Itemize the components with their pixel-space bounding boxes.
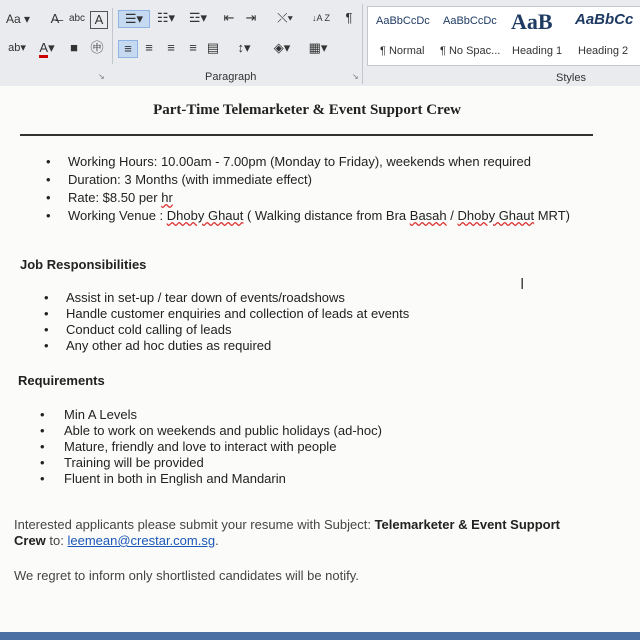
bullet: •: [46, 208, 51, 223]
align-center-button[interactable]: ≡: [145, 40, 153, 55]
list-item: Assist in set-up / tear down of events/roadshows: [66, 290, 345, 305]
style-name: Heading 1: [512, 45, 563, 57]
style-name: Heading 2: [578, 45, 629, 57]
numbering-button[interactable]: ☷▾: [156, 10, 176, 25]
list-item: Handle customer enquiries and collection of leads at events: [66, 306, 410, 321]
bullet: •: [46, 154, 51, 169]
bullet: •: [44, 290, 49, 305]
list-item: Training will be provided: [64, 455, 204, 470]
detail-rate: Rate: $8.50 per hr: [68, 190, 173, 205]
show-formatting-marks-icon[interactable]: ¶: [345, 10, 353, 25]
style-preview: AaBbCc: [575, 11, 634, 28]
list-item: Able to work on weekends and public holidays (ad-hoc): [64, 423, 382, 438]
style-name: ¶ Normal: [380, 45, 425, 57]
list-item: Conduct cold calling of leads: [66, 322, 232, 337]
styles-gallery: [367, 6, 640, 66]
email-link[interactable]: leemean@crestar.com.sg: [67, 533, 216, 548]
font-dialog-launcher-icon[interactable]: ↘: [98, 72, 105, 81]
style-preview: AaBbCcDc: [376, 15, 430, 27]
multilevel-list-button[interactable]: ☲▾: [188, 10, 208, 25]
bullet: •: [40, 455, 45, 470]
borders-icon[interactable]: ▦▾: [308, 40, 328, 55]
bullet: •: [40, 423, 45, 438]
character-border-icon[interactable]: A: [90, 11, 108, 29]
align-right-button[interactable]: ≡: [167, 40, 175, 55]
bullet: •: [40, 407, 45, 422]
paragraph-group-label: Paragraph: [205, 71, 257, 83]
phonetic-guide-icon[interactable]: abc: [68, 13, 86, 24]
ribbon-toolbar: [0, 0, 640, 87]
bullet: •: [44, 306, 49, 321]
shading-icon[interactable]: ◈▾: [273, 40, 291, 55]
justify-button[interactable]: ≡: [189, 40, 197, 55]
sort-icon[interactable]: ↓A Z: [311, 13, 330, 23]
decrease-indent-icon[interactable]: ⇤: [223, 10, 235, 25]
document-title: Part-Time Telemarketer & Event Support Crew: [153, 102, 461, 118]
bullet: •: [44, 338, 49, 353]
increase-indent-icon[interactable]: ⇥: [245, 10, 257, 25]
asian-layout-icon[interactable]: ⤬▾: [277, 10, 293, 25]
line-spacing-icon[interactable]: ↕▾: [237, 40, 251, 55]
align-left-button[interactable]: ≡: [118, 40, 138, 58]
bullet: •: [46, 190, 51, 205]
style-name: ¶ No Spac...: [440, 45, 501, 57]
bullet: •: [46, 172, 51, 187]
paragraph-dialog-launcher-icon[interactable]: ↘: [352, 72, 359, 81]
text-cursor-icon: I: [520, 276, 525, 293]
requirements-heading: Requirements: [18, 373, 105, 388]
detail-duration: Duration: 3 Months (with immediate effect): [68, 172, 312, 187]
enclose-characters-icon[interactable]: ㊥: [90, 40, 104, 55]
styles-group-label: Styles: [556, 72, 586, 84]
style-preview: AaBbCcDc: [443, 15, 497, 27]
list-item: Min A Levels: [64, 407, 137, 422]
bullet: •: [40, 439, 45, 454]
apply-line-2: Crew to: leemean@crestar.com.sg.: [14, 533, 219, 548]
bullet: •: [44, 322, 49, 337]
distributed-button[interactable]: ▤: [206, 40, 220, 55]
document-page[interactable]: [0, 86, 640, 640]
text-highlight-icon[interactable]: ab▾: [8, 42, 26, 54]
responsibilities-heading: Job Responsibilities: [20, 257, 147, 272]
bullet: •: [40, 471, 45, 486]
detail-hours: Working Hours: 10.00am - 7.00pm (Monday to Friday), weekends when required: [68, 154, 531, 169]
detail-venue: Working Venue : Dhoby Ghaut ( Walking distance from Bra Basah / Dhoby Ghaut MRT): [68, 208, 570, 223]
list-item: Mature, friendly and love to interact with people: [64, 439, 337, 454]
font-color-icon[interactable]: A▾: [34, 40, 60, 56]
list-item: Any other ad hoc duties as required: [66, 338, 272, 353]
character-shading-icon[interactable]: ■: [70, 40, 78, 55]
separator: [112, 8, 113, 64]
list-item: Fluent in both in English and Mandarin: [64, 471, 286, 486]
style-preview: AaB: [511, 9, 553, 34]
clear-formatting-icon[interactable]: A̶: [50, 11, 60, 26]
title-divider: [20, 134, 593, 136]
regret-note: We regret to inform only shortlisted candidates will be notify.: [14, 568, 359, 583]
apply-line-1: Interested applicants please submit your resume with Subject: Telemarketer & Event Support: [14, 517, 560, 532]
status-bar: [0, 632, 640, 640]
separator: [362, 4, 363, 84]
bullets-button[interactable]: ☰▾: [118, 10, 150, 28]
change-case-button[interactable]: Aa ▾: [6, 12, 31, 26]
